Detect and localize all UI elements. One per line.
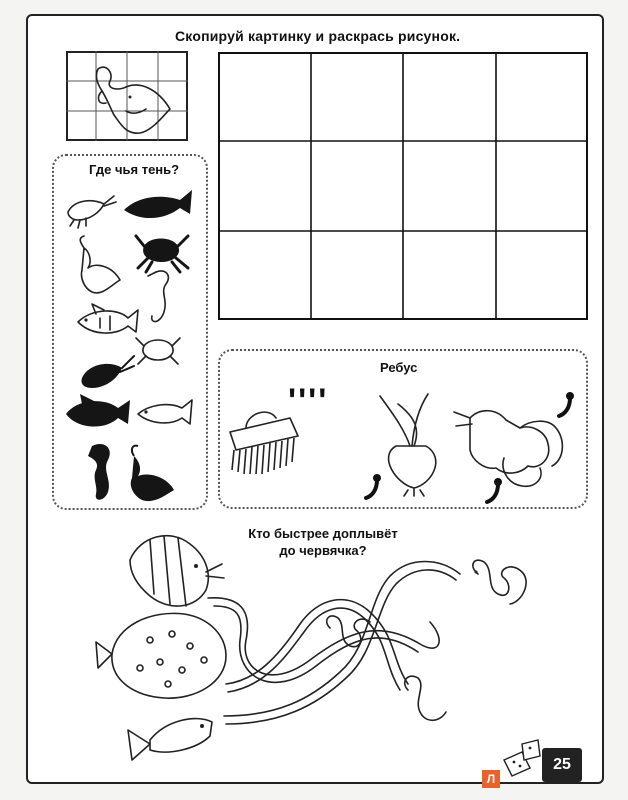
rebus-title: Ребус [380, 360, 418, 375]
maze-title-line2: до червячка? [279, 543, 367, 558]
dice-icon [504, 740, 540, 776]
copy-task-title: Скопируй картинку и раскрась рисунок. [175, 28, 461, 44]
publisher-logo[interactable]: Л [482, 770, 500, 788]
rebus-commas-before: '''' [288, 382, 329, 420]
shadow-task-title: Где чья тень? [89, 162, 180, 177]
page-number: 25 [542, 748, 582, 782]
maze-title-line1: Кто быстрее доплывёт [248, 526, 398, 541]
